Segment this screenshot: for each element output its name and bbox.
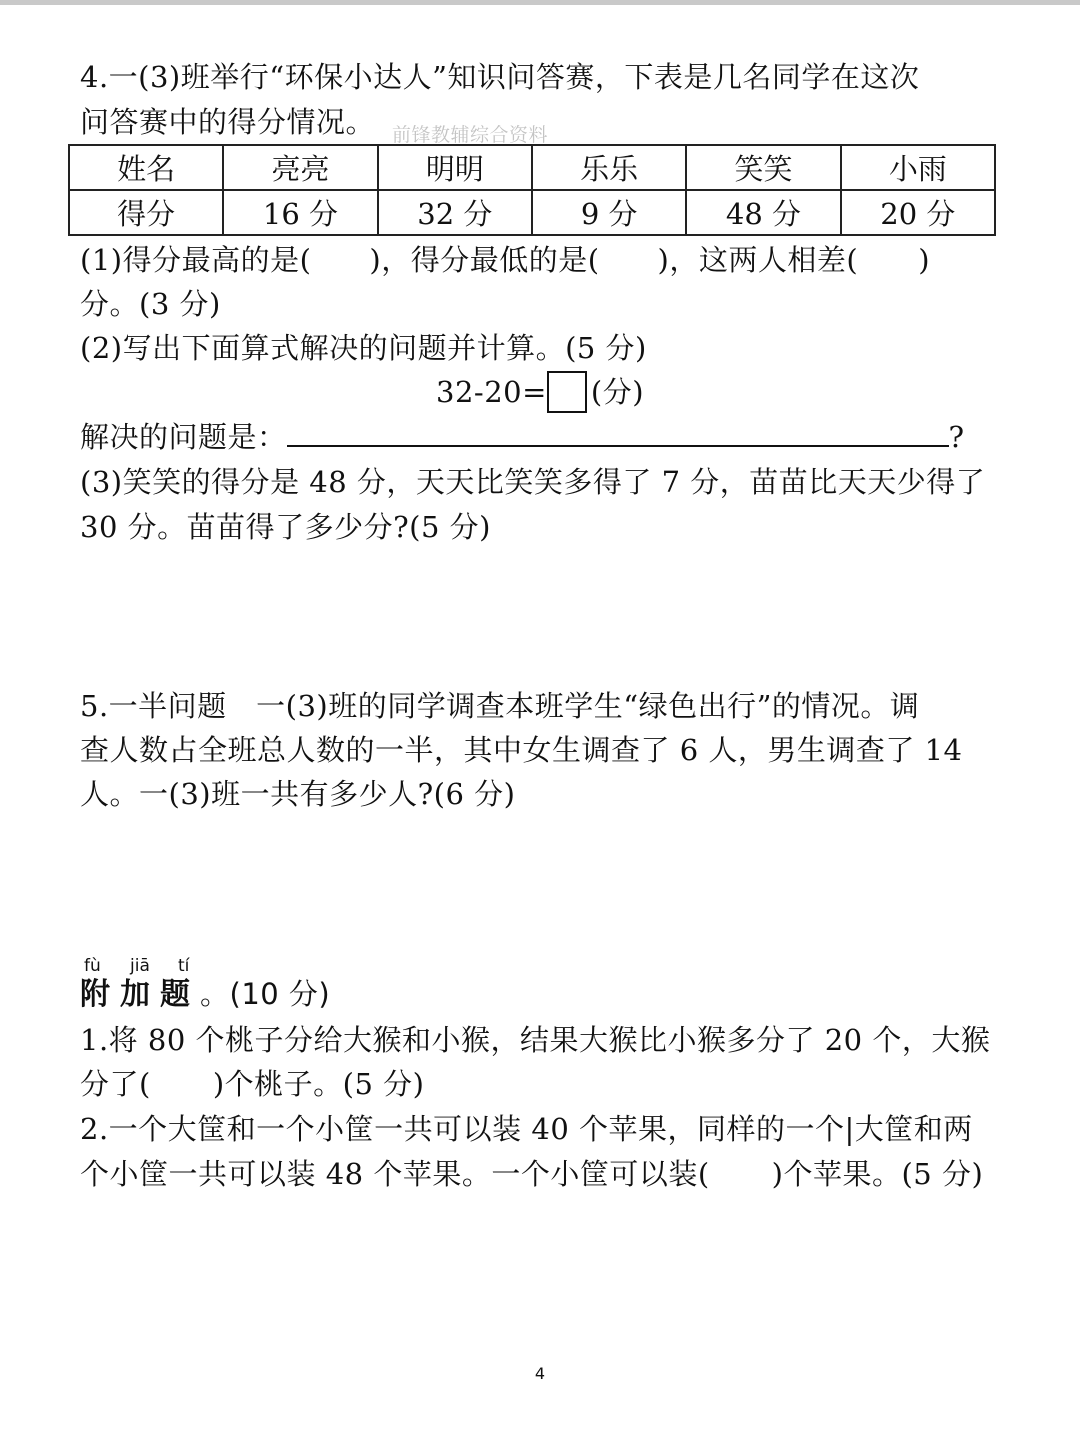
table-score-cell: 16 分 bbox=[223, 190, 377, 235]
q4-sub1-part: )，这两人相差( bbox=[657, 243, 859, 277]
top-border bbox=[0, 0, 1080, 5]
q4-intro-line1: 4.一(3)班举行“环保小达人”知识问答赛，下表是几名同学在这次 bbox=[80, 60, 920, 94]
table-score-cell: 9 分 bbox=[532, 190, 686, 235]
answer-underline[interactable] bbox=[287, 415, 949, 447]
q4-sub1-line2: 分。(3 分) bbox=[80, 287, 221, 321]
watermark-text: 前锋教辅综合资料 bbox=[392, 124, 549, 146]
q4-sub2: (2)写出下面算式解决的问题并计算。(5 分) bbox=[80, 331, 647, 365]
solve-end: ? bbox=[948, 420, 965, 454]
q5-line3: 人。一(3)班一共有多少人?(6 分) bbox=[80, 777, 516, 811]
bonus-score: 。(10 分) bbox=[200, 977, 331, 1011]
q4-sub1-part: )，得分最低的是( bbox=[369, 243, 600, 277]
q4-solve-line bbox=[80, 415, 1006, 459]
q4-intro-line2: 问答赛中的得分情况。 bbox=[80, 105, 376, 139]
equation-text: 32-20= bbox=[436, 375, 547, 409]
score-table bbox=[68, 144, 996, 236]
bonus-p2-line2 bbox=[80, 1152, 1006, 1196]
equation-unit: (分) bbox=[590, 375, 645, 409]
table-name-cell: 笑笑 bbox=[686, 145, 840, 190]
table-header-label: 姓名 bbox=[69, 145, 223, 190]
table-row bbox=[69, 190, 995, 235]
q4-sub3-line2: 30 分。苗苗得了多少分?(5 分) bbox=[80, 510, 491, 544]
table-row-label: 得分 bbox=[69, 190, 223, 235]
table-score-cell: 20 分 bbox=[841, 190, 995, 235]
q4-sub1-part: (1)得分最高的是( bbox=[80, 243, 312, 277]
page-number: 4 bbox=[534, 1364, 546, 1383]
pinyin-fu: fù bbox=[84, 956, 101, 976]
q4-equation bbox=[436, 370, 736, 415]
bonus-p1-line1: 1.将 80 个桃子分给大猴和小猴，结果大猴比小猴多分了 20 个，大猴 bbox=[80, 1023, 991, 1057]
q4-sub1-part: ) bbox=[918, 243, 931, 277]
bonus-p2-line1: 2.一个大筐和一个小筐一共可以装 40 个苹果，同样的一个|大筐和两 bbox=[80, 1112, 973, 1146]
table-score-cell: 48 分 bbox=[686, 190, 840, 235]
table-name-cell: 明明 bbox=[378, 145, 532, 190]
q5-line1: 5.一半问题 一(3)班的同学调查本班学生“绿色出行”的情况。调 bbox=[80, 689, 920, 723]
bonus-p2-part: )个苹果。(5 分) bbox=[771, 1157, 984, 1191]
bonus-p2-part: 个小筐一共可以装 48 个苹果。一个小筐可以装( bbox=[80, 1157, 710, 1191]
table-name-cell: 小雨 bbox=[841, 145, 995, 190]
bonus-p1-part: )个桃子。(5 分) bbox=[212, 1067, 425, 1101]
answer-box[interactable] bbox=[547, 371, 587, 413]
q4-sub3-line1: (3)笑笑的得分是 48 分，天天比笑笑多得了 7 分，苗苗比天天少得了 bbox=[80, 465, 986, 499]
table-score-cell: 32 分 bbox=[378, 190, 532, 235]
q4-sub1-line1 bbox=[80, 238, 1006, 282]
table-row bbox=[69, 145, 995, 190]
bonus-heading bbox=[80, 972, 1006, 1017]
solve-label: 解决的问题是： bbox=[80, 420, 287, 454]
bonus-title: 附加题 bbox=[80, 977, 200, 1012]
table-name-cell: 乐乐 bbox=[532, 145, 686, 190]
table-name-cell: 亮亮 bbox=[223, 145, 377, 190]
pinyin-ti: tí bbox=[178, 956, 190, 976]
pinyin-jia: jiā bbox=[130, 956, 150, 976]
bonus-p1-part: 分了( bbox=[80, 1067, 151, 1101]
q5-line2: 查人数占全班总人数的一半，其中女生调查了 6 人，男生调查了 14 bbox=[80, 733, 963, 767]
bonus-p1-line2 bbox=[80, 1062, 1006, 1106]
